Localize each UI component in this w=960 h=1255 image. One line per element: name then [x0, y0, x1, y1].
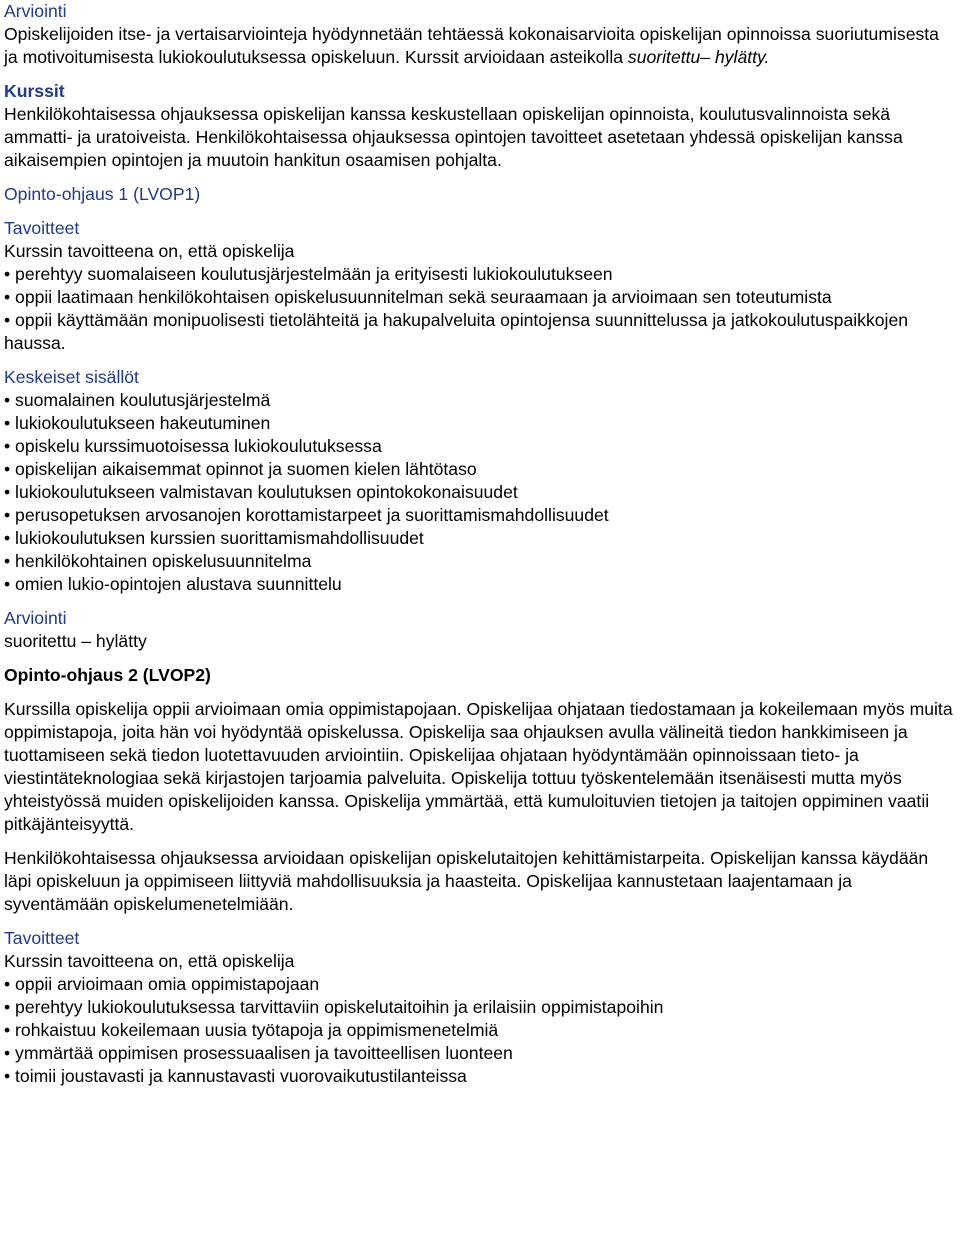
lvop2-goals-list: [4, 973, 954, 1088]
lvop1-goals-heading: Tavoitteet: [4, 218, 80, 238]
list-item: • omien lukio-opintojen alustava suunnittelu: [4, 574, 342, 594]
list-item: • toimii joustavasti ja kannustavasti vuorovaikutustilanteissa: [4, 1066, 467, 1086]
lvop2-paragraph-2: Henkilökohtaisessa ohjauksessa arvioidaan opiskelijan opiskelutaitojen kehittämistarpeita. Opiskelijan kanssa käydään läpi opiskeluun ja oppimiseen liittyviä mahdollisuuksia ja haasteita. Opiskelijaa kannustetaan laajentamaan ja syventämään opiskelumenetelmiään.: [4, 848, 929, 914]
list-item: • henkilökohtainen opiskelusuunnitelma: [4, 551, 312, 571]
lvop1-contents-heading: Keskeiset sisällöt: [4, 367, 139, 387]
list-item: • rohkaistuu kokeilemaan uusia työtapoja ja oppimismenetelmiä: [4, 1020, 499, 1040]
list-item: • lukiokoulutukseen hakeutuminen: [4, 413, 271, 433]
kurssit-paragraph: Henkilökohtaisessa ohjauksessa opiskelijan kanssa keskustellaan opiskelijan opinnoista, koulutusvalinnoista sekä ammatti- ja uratoiveista. Henkilökohtaisessa ohjauksessa opintojen tavoitteet asetetaan yhdessä opiskelijan kanssa aikaisempien opintojen ja muutoin hankitun osaamisen pohjalta.: [4, 104, 903, 170]
lvop1-assessment: suoritettu – hylätty: [4, 631, 147, 651]
list-item: • lukiokoulutuksen kurssien suorittamismahdollisuudet: [4, 528, 424, 548]
intro-scale: suoritettu– hylätty.: [627, 47, 770, 67]
lvop2-goals-intro: Kurssin tavoitteena on, että opiskelija: [4, 951, 295, 971]
intro-paragraph: [4, 23, 954, 69]
list-item: • ymmärtää oppimisen prosessuaalisen ja tavoitteellisen luonteen: [4, 1043, 513, 1063]
lvop2-paragraph-1: Kurssilla opiskelija oppii arvioimaan omia oppimistapojaan. Opiskelijaa ohjataan tiedostamaan ja kokeilemaan myös muita oppimistapoja, joita hän voi hyödyntää opiskelussa. Opiskelija saa ohjauksen avulla välineitä tiedon hankkimiseen ja tuottamiseen sekä tiedon luotettavuuden arviointiin. Opiskelijaa ohjataan hyödyntämään opinnoissaan tieto- ja viestintäteknologiaa sekä kirjastojen tarjoamia palveluita. Opiskelija tottuu työskentelemään itsenäisesti mutta myös yhteistyössä muiden opiskelijoiden kanssa. Opiskelija ymmärtää, että kumuloituvien tietojen ja taitojen oppiminen vaatii pitkäjänteisyyttä.: [4, 699, 953, 834]
lvop1-goals-list: [4, 263, 954, 355]
lvop1-assessment-heading: Arviointi: [4, 608, 67, 628]
list-item: • lukiokoulutukseen valmistavan koulutuksen opintokokonaisuudet: [4, 482, 518, 502]
lvop1-contents-list: [4, 389, 954, 596]
kurssit-heading: Kurssit: [4, 81, 65, 101]
list-item: • opiskelijan aikaisemmat opinnot ja suomen kielen lähtötaso: [4, 459, 477, 479]
lvop2-heading: Opinto-ohjaus 2 (LVOP2): [4, 665, 211, 685]
lvop2-goals-heading: Tavoitteet: [4, 928, 80, 948]
intro-heading: Arviointi: [4, 1, 67, 21]
list-item: • oppii käyttämään monipuolisesti tietolähteitä ja hakupalveluita opintojensa suunnittelussa ja jatkokoulutuspaikkojen haussa.: [4, 310, 909, 353]
list-item: • oppii arvioimaan omia oppimistapojaan: [4, 974, 320, 994]
list-item: • suomalainen koulutusjärjestelmä: [4, 390, 271, 410]
list-item: • opiskelu kurssimuotoisessa lukiokoulutuksessa: [4, 436, 382, 456]
lvop1-goals-intro: Kurssin tavoitteena on, että opiskelija: [4, 241, 295, 261]
list-item: • perusopetuksen arvosanojen korottamistarpeet ja suorittamismahdollisuudet: [4, 505, 609, 525]
list-item: • perehtyy lukiokoulutuksessa tarvittaviin opiskelutaitoihin ja erilaisiin oppimistapoihin: [4, 997, 664, 1017]
intro-text: Opiskelijoiden itse- ja vertaisarviointeja hyödynnetään tehtäessä kokonaisarvioita opiskelijan opinnoissa suoriutumisesta ja motivoitumisesta lukiokoulutuksessa opiskeluun. Kurssit arvioidaan asteikolla: [4, 24, 939, 67]
list-item: • oppii laatimaan henkilökohtaisen opiskelusuunnitelman sekä seuraamaan ja arvioimaan sen toteutumista: [4, 287, 832, 307]
list-item: • perehtyy suomalaiseen koulutusjärjestelmään ja erityisesti lukiokoulutukseen: [4, 264, 613, 284]
lvop1-heading: Opinto-ohjaus 1 (LVOP1): [4, 184, 201, 204]
